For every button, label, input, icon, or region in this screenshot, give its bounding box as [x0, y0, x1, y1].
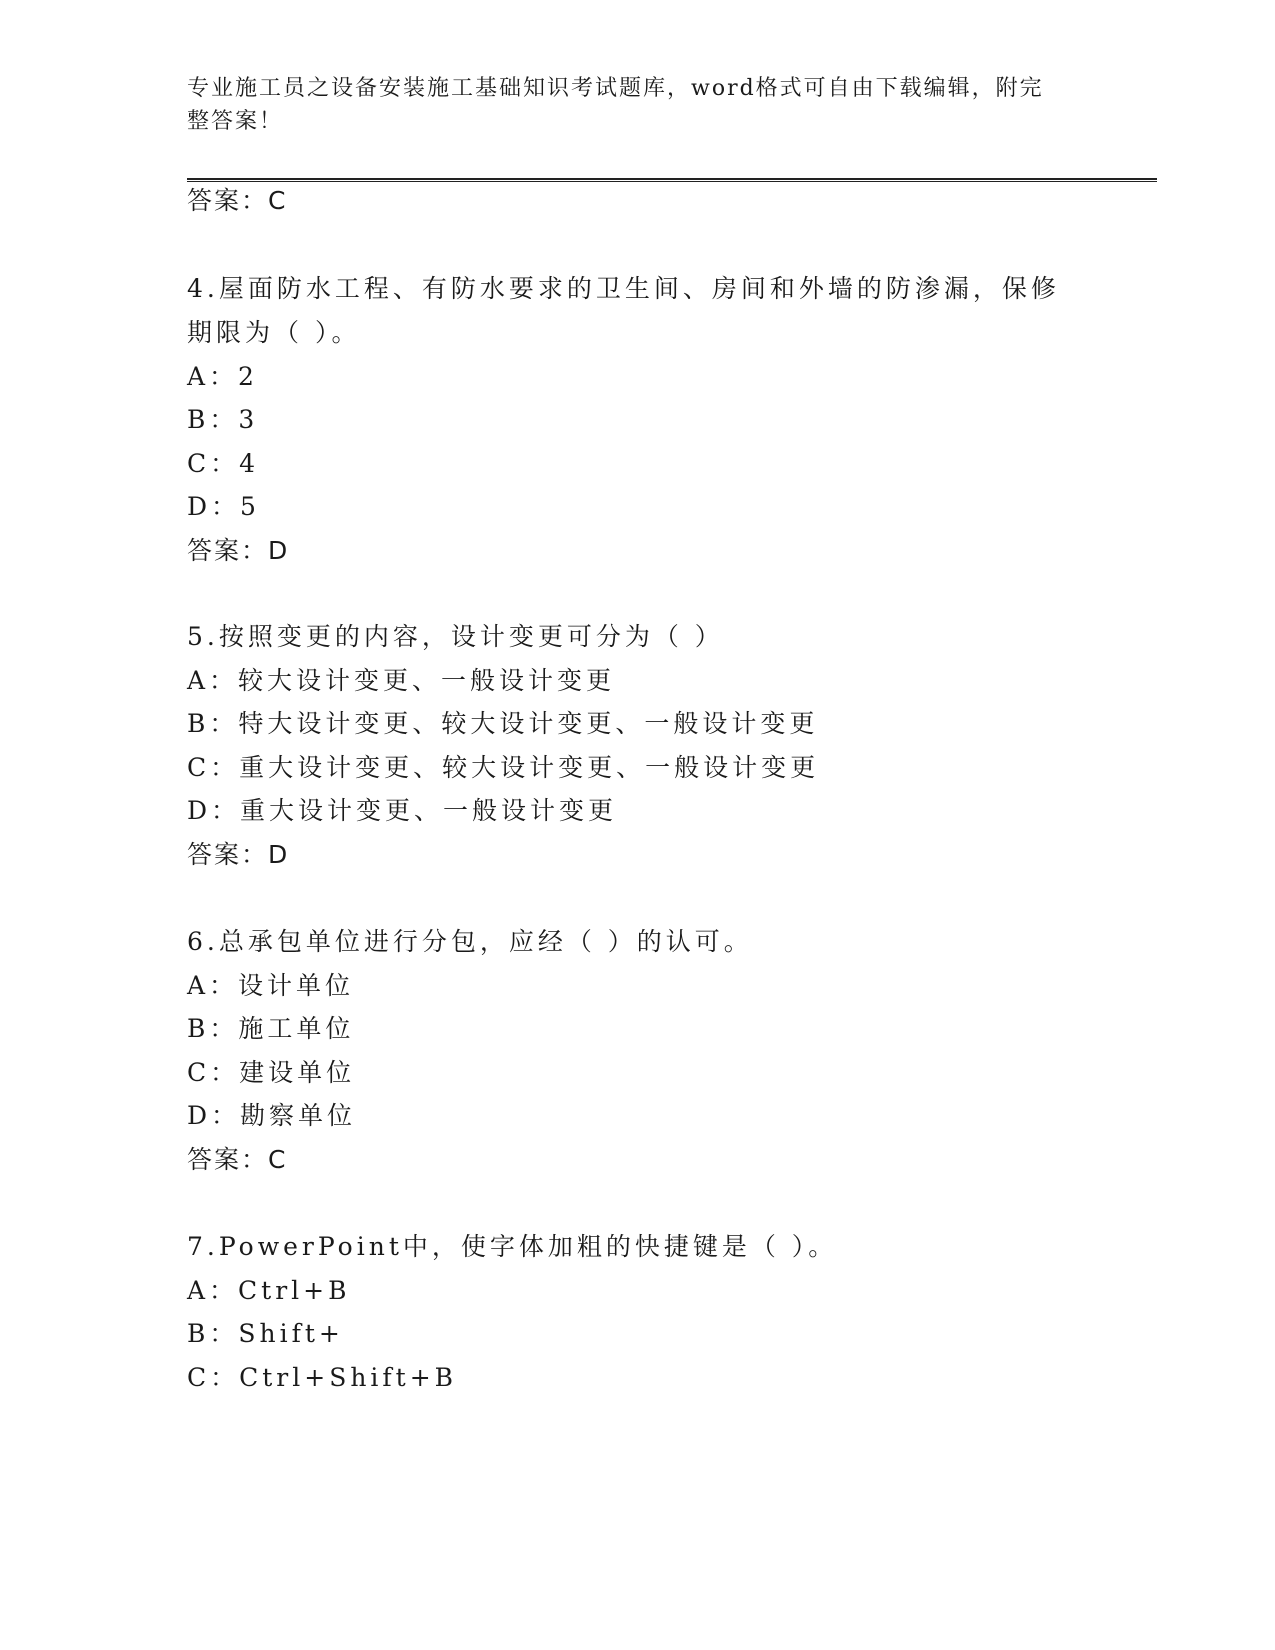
question-6-option-a: A：设计单位 [187, 971, 355, 1000]
question-5-text: 5.按照变更的内容，设计变更可分为（ ） [187, 622, 724, 651]
question-4-option-a: A：2 [187, 362, 258, 391]
question-7-text: 7.PowerPoint中，使字体加粗的快捷键是（ ）。 [187, 1232, 838, 1261]
document-header: 专业施工员之设备安装施工基础知识考试题库，word格式可自由下载编辑，附完整答案！ [187, 76, 1044, 134]
question-5-option-a: A：较大设计变更、一般设计变更 [187, 666, 616, 695]
question-4-option-d: D：5 [187, 492, 260, 521]
answer-previous: 答案：C [187, 186, 288, 215]
header-divider [187, 178, 1157, 182]
question-4-option-b: B：3 [187, 405, 259, 434]
question-4-answer: 答案：D [187, 536, 290, 565]
question-6-text: 6.总承包单位进行分包，应经（ ）的认可。 [187, 927, 753, 956]
question-7-option-a: A：Ctrl+B [187, 1276, 351, 1305]
question-5-option-c: C：重大设计变更、较大设计变更、一般设计变更 [187, 753, 820, 782]
question-5-option-d: D：重大设计变更、一般设计变更 [187, 796, 618, 825]
question-7-option-c: C：Ctrl+Shift+B [187, 1363, 458, 1392]
question-6-option-b: B：施工单位 [187, 1014, 355, 1043]
question-4-text: 4.屋面防水工程、有防水要求的卫生间、房间和外墙的防渗漏，保修 [187, 274, 1060, 303]
question-4-option-c: C：4 [187, 449, 260, 478]
question-5-option-b: B：特大设计变更、较大设计变更、一般设计变更 [187, 709, 819, 738]
question-4-text-cont: 期限为（ ）。 [187, 318, 361, 347]
question-7-option-b: B：Shift+ [187, 1319, 344, 1348]
question-6-option-c: C：建设单位 [187, 1058, 356, 1087]
question-6-option-d: D：勘察单位 [187, 1101, 357, 1130]
question-5-answer: 答案：D [187, 840, 290, 869]
question-6-answer: 答案：C [187, 1145, 288, 1174]
